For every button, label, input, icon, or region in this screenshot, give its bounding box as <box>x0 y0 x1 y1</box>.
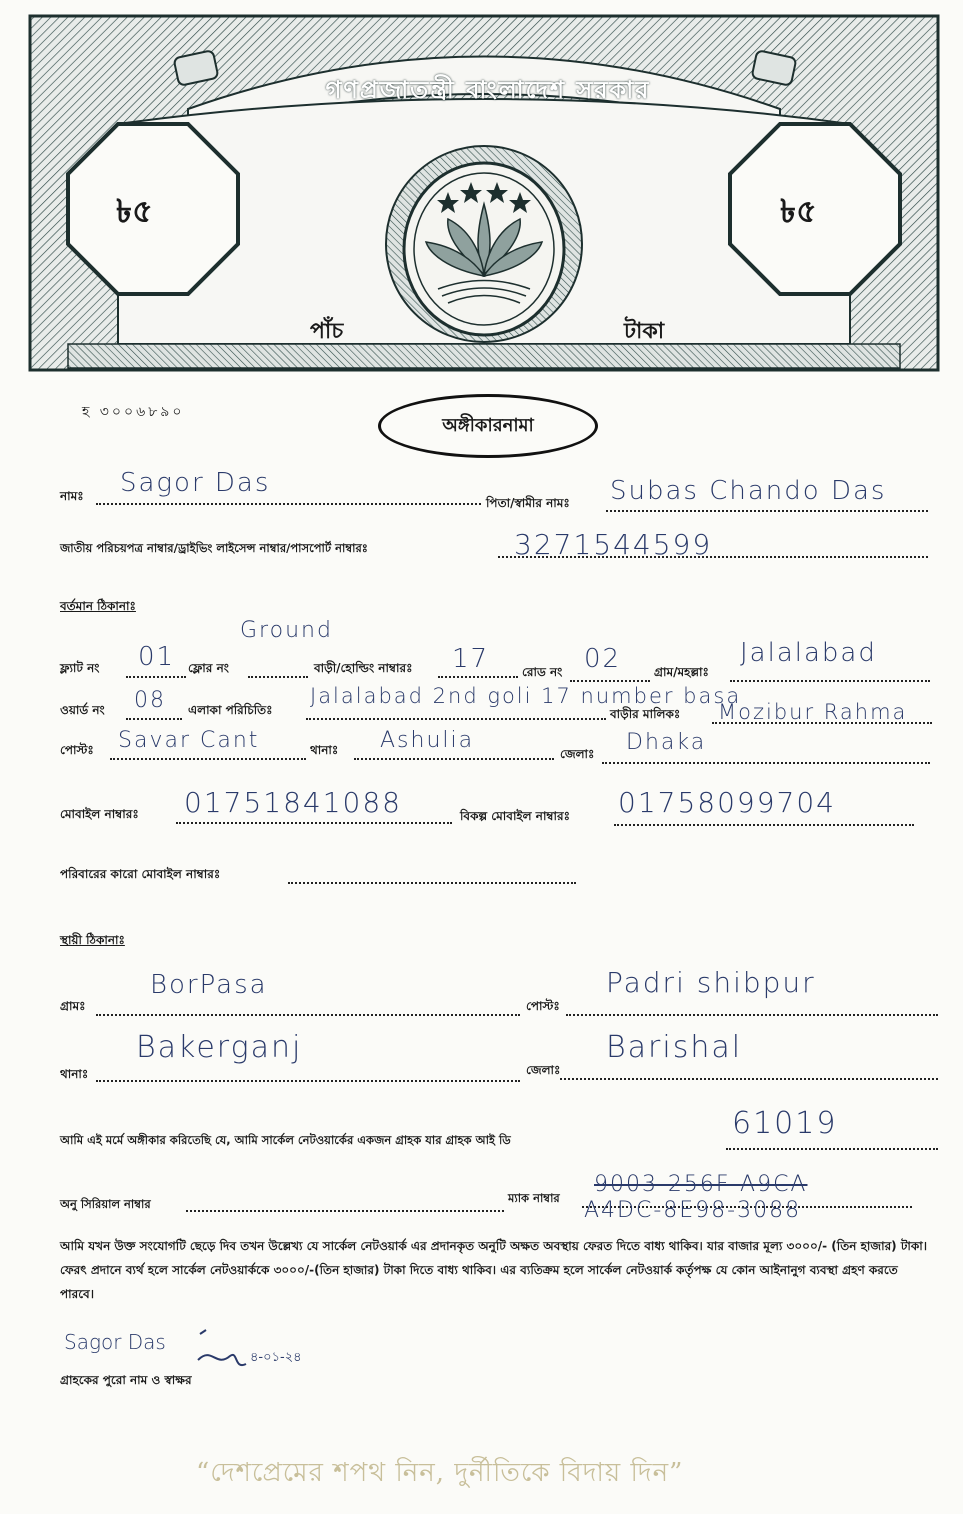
area-line <box>306 718 606 720</box>
stamp-serial-number: হ ৩০০৬৮৯০ <box>82 404 185 420</box>
area-label: এলাকা পরিচিতিঃ <box>188 703 273 717</box>
perm-thana-label: থানাঃ <box>60 1067 89 1081</box>
father-line <box>606 510 928 512</box>
area-value[interactable]: Jalalabad 2nd goli 17 number basa <box>310 684 742 708</box>
onu-line[interactable] <box>186 1210 504 1212</box>
document-title-text: অঙ্গীকারনামা <box>442 414 534 436</box>
post-label: পোস্টঃ <box>60 743 94 757</box>
signature-name: Sagor Das <box>64 1330 166 1354</box>
customer-id-line <box>726 1148 938 1150</box>
perm-thana-value[interactable]: Bakerganj <box>136 1030 303 1065</box>
flat-value[interactable]: 01 <box>138 642 176 672</box>
family-mobile-line[interactable] <box>288 882 576 884</box>
document-title <box>378 394 598 458</box>
mobile-line <box>176 822 452 824</box>
village-line <box>730 680 930 682</box>
owner-value[interactable]: Mozibur Rahma <box>718 700 908 724</box>
mac-value[interactable]: A4DC-8E98-3088 <box>584 1198 802 1223</box>
stamp-value-left: ৳৫ <box>116 192 153 230</box>
ward-label: ওয়ার্ড নং <box>60 703 105 717</box>
floor-value[interactable]: Ground <box>240 618 333 643</box>
agreement-statement: আমি এই মর্মে অঙ্গীকার করিতেছি যে, আমি সার্কেল নেটওয়ার্কের একজন গ্রাহক যার গ্রাহক আই ডি <box>60 1133 511 1147</box>
name-value[interactable]: Sagor Das <box>120 468 271 498</box>
perm-post-line <box>566 1014 938 1016</box>
post-value[interactable]: Savar Cant <box>118 728 260 753</box>
perm-village-line <box>96 1014 520 1016</box>
alt-mobile-label: বিকল্প মোবাইল নাম্বারঃ <box>460 809 570 823</box>
floor-label: ফ্লোর নং <box>188 661 229 675</box>
house-line <box>438 676 518 678</box>
perm-village-label: গ্রামঃ <box>60 999 86 1013</box>
father-label: পিতা/স্বামীর নামঃ <box>486 496 570 510</box>
road-line <box>570 680 650 682</box>
permanent-address-heading: স্থায়ী ঠিকানাঃ <box>60 933 125 947</box>
terms-paragraph: আমি যখন উক্ত সংযোগটি ছেড়ে দিব তখন উল্লেখ্য যে সার্কেল নেটওয়ার্ক এর প্রদানকৃত অনুটি অক্ষত অবস্থায় ফেরত দিতে বাধ্য থাকিব। যার বাজার মূল্য ৩০০০/- (তিন হাজার) টাকা। ফেরৎ প্রদানে ব্যর্থ হলে সার্কেল নেটওয়ার্ককে ৩০০০/-(তিন হাজার) টাকা দিতে বাধ্য থাকিব। এর ব্যতিক্রম হলে সার্কেল নেটওয়ার্ক কর্তৃপক্ষ যে কোন আইনানুগ ব্যবস্থা গ্রহণ করতে পারবে। <box>60 1239 928 1301</box>
road-value[interactable]: 02 <box>584 644 622 674</box>
flat-label: ফ্ল্যাট নং <box>60 661 100 675</box>
stamp-word-left: পাঁচ <box>310 319 344 344</box>
road-label: রোড নং <box>522 665 563 679</box>
perm-thana-line <box>96 1080 520 1082</box>
ward-value[interactable]: 08 <box>134 688 166 713</box>
perm-post-label: পোস্টঃ <box>526 999 560 1013</box>
post-line <box>110 758 306 760</box>
district-label: জেলাঃ <box>560 747 595 761</box>
mac-struck-value: 9003-256F-A9CA <box>594 1172 808 1197</box>
perm-district-value[interactable]: Barishal <box>606 1030 743 1065</box>
signature-date: ৪-০১-২৪ <box>250 1350 302 1365</box>
name-label: নামঃ <box>60 489 84 503</box>
footer-motto: “দেশপ্রেমের শপথ নিন, দুর্নীতিকে বিদায় দিন” <box>196 1458 684 1488</box>
district-value[interactable]: Dhaka <box>626 730 707 755</box>
district-line <box>602 762 930 764</box>
nid-value[interactable]: 3271544599 <box>514 528 713 561</box>
house-value[interactable]: 17 <box>452 644 490 674</box>
stamp-government-title: গণপ্রজাতন্ত্রী বাংলাদেশ সরকার <box>325 76 651 104</box>
thana-value[interactable]: Ashulia <box>380 728 475 753</box>
village-label: গ্রাম/মহল্লাঃ <box>654 665 709 679</box>
owner-label: বাড়ীর মালিকঃ <box>610 707 681 721</box>
father-value[interactable]: Subas Chando Das <box>610 476 887 506</box>
present-address-heading: বর্তমান ঠিকানাঃ <box>60 599 136 613</box>
floor-line <box>248 676 308 678</box>
ward-line <box>126 718 182 720</box>
perm-district-line <box>560 1078 938 1080</box>
perm-post-value[interactable]: Padri shibpur <box>606 966 816 999</box>
mac-label: ম্যাক নাম্বার <box>508 1191 560 1205</box>
perm-village-value[interactable]: BorPasa <box>150 970 268 1000</box>
house-label: বাড়ী/হোল্ডিং নাম্বারঃ <box>314 661 413 675</box>
customer-id-value[interactable]: 61019 <box>732 1106 838 1141</box>
stamp-word-right: টাকা <box>624 319 665 344</box>
alt-mobile-value[interactable]: 01758099704 <box>618 786 836 819</box>
flat-line <box>126 676 186 678</box>
mobile-value[interactable]: 01751841088 <box>184 786 402 819</box>
nid-label: জাতীয় পরিচয়পত্র নাম্বার/ড্রাইভিং লাইসেন্স নাম্বার/পাসপোর্ট নাম্বারঃ <box>60 541 368 555</box>
thana-line <box>354 758 554 760</box>
onu-label: অনু সিরিয়াল নাম্বার <box>60 1197 151 1211</box>
village-value[interactable]: Jalalabad <box>740 638 877 668</box>
revenue-stamp <box>28 14 940 374</box>
mobile-label: মোবাইল নাম্বারঃ <box>60 807 139 821</box>
family-mobile-label: পরিবারের কারো মোবাইল নাম্বারঃ <box>60 867 221 881</box>
stamp-value-right: ৳৫ <box>780 192 817 230</box>
name-line <box>96 503 481 505</box>
alt-mobile-line <box>614 824 914 826</box>
perm-district-label: জেলাঃ <box>526 1063 561 1077</box>
thana-label: থানাঃ <box>310 743 339 757</box>
signature-label: গ্রাহকের পুরো নাম ও স্বাক্ষর <box>60 1373 192 1387</box>
